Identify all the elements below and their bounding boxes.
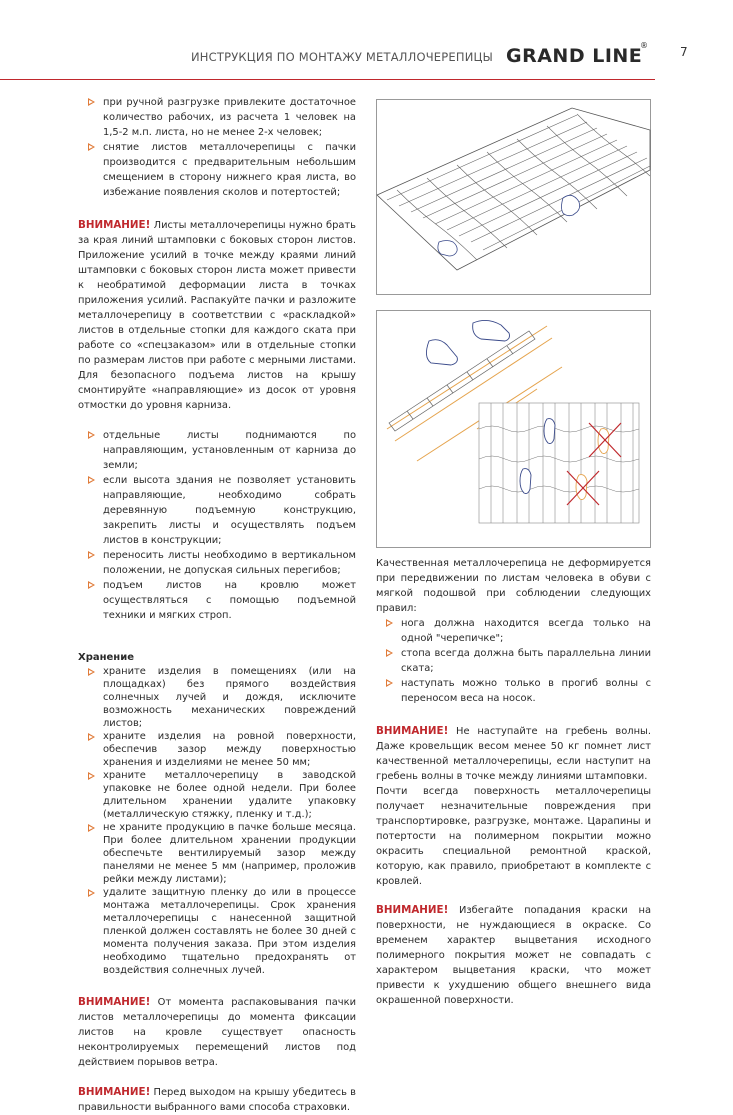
list-item: удалите защитную пленку до или в процессе монтажа металлочерепицы. Срок хранения металлочерепицы с нанесенной защитной пленкой должен составлять не более 30 дней с момента получения заказа. При этом изделия необходимо тщательно предохранять от воздействия солнечных лучей. xyxy=(78,886,356,977)
arrow-bullet-icon xyxy=(88,431,95,439)
list-item: при ручной разгрузке привлеките достаточное количество рабочих, из расчета 1 человек на 1,5-2 м.п. листа, но не менее 2-х человек; xyxy=(78,95,356,140)
list-item: храните изделия в помещениях (или на площадках) без прямого воздействия солнечных лучей и дождя, исключите возможность механических повреждений листов; xyxy=(78,665,356,730)
unloading-list xyxy=(78,95,356,200)
attention-paragraph: ВНИМАНИЕ! От момента распаковывания пачки листов металлочерепицы до момента фиксации листов на кровле существует опасность неконтролируемых перемещений листов под действием порывов ветра. xyxy=(78,996,356,1068)
list-item: нога должна находится всегда только на одной "черепичке"; xyxy=(376,616,651,646)
arrow-bullet-icon xyxy=(88,476,95,484)
logo-text: GRAND LINE xyxy=(506,45,643,67)
arrow-bullet-icon xyxy=(386,649,393,657)
attention-label: ВНИМАНИЕ! xyxy=(376,904,449,916)
storage-heading: Хранение xyxy=(78,652,135,663)
tile-top-view xyxy=(479,403,639,523)
roof-walking-drawing xyxy=(377,311,650,547)
attention-paragraph: ВНИМАНИЕ! Избегайте попадания краски на поверхности, не нуждающиеся в окраске. Со временем характер выцветания исходного полимерного покрытия может не совпадать с характером выцветания краски, что может привести к ухудшению общего внешнего вида окрашенной поверхности. xyxy=(376,904,651,1006)
header-divider xyxy=(0,79,655,80)
arrow-bullet-icon xyxy=(386,619,393,627)
metal-tile-sheet-drawing xyxy=(377,100,650,294)
sheet-carrying-illustration xyxy=(376,99,651,295)
foot-placement-illustration xyxy=(376,310,651,548)
list-item: храните изделия на ровной поверхности, обеспечив зазор между поверхностью хранения и изделиями не менее 50 мм; xyxy=(78,730,356,769)
list-item: отдельные листы поднимаются по направляющим, установленным от карниза до земли; xyxy=(78,428,356,473)
list-item: снятие листов металлочерепицы с пачки производится с предварительным небольшим смещением в сторону нижнего края листа, во избежание появления сколов и потертостей; xyxy=(78,140,356,200)
arrow-bullet-icon xyxy=(88,581,95,589)
arrow-bullet-icon xyxy=(88,143,95,151)
list-item: стопа всегда должна быть параллельна линии ската; xyxy=(376,646,651,676)
walking-rules-list xyxy=(376,616,651,706)
attention-paragraph: ВНИМАНИЕ! Не наступайте на гребень волны. Даже кровельщик весом менее 50 кг помнет лист качественной металлочерепицы, если наступит на гребень волны в точке между линиями штамповки. xyxy=(376,725,651,782)
list-item: наступать можно только в прогиб волны с переносом веса на носок. xyxy=(376,676,651,706)
attention-label: ВНИМАНИЕ! xyxy=(376,725,449,737)
arrow-bullet-icon xyxy=(88,824,95,832)
header-title: ИНСТРУКЦИЯ ПО МОНТАЖУ МЕТАЛЛОЧЕРЕПИЦЫ xyxy=(190,50,493,64)
arrow-bullet-icon xyxy=(88,889,95,897)
hand-drawing xyxy=(438,195,580,256)
grand-line-logo xyxy=(506,41,648,69)
lifting-list xyxy=(78,428,356,623)
list-item: переносить листы необходимо в вертикальном положении, не допуская сильных перегибов; xyxy=(78,548,356,578)
list-item: не храните продукцию в пачке больше месяца. При более длительном хранении продукции обеспечьте вентилируемый зазор между панелями не менее 5 мм (например, проложив рейки между листами); xyxy=(78,821,356,886)
list-item: если высота здания не позволяет установить направляющие, необходимо собрать деревянную подъемную конструкцию, закрепить листы и осуществлять подъем листов в конструкции; xyxy=(78,473,356,548)
right-column xyxy=(376,556,651,1008)
arrow-bullet-icon xyxy=(386,679,393,687)
arrow-bullet-icon xyxy=(88,98,95,106)
attention-label: ВНИМАНИЕ! xyxy=(78,996,151,1008)
page-header xyxy=(0,0,733,90)
attention-label: ВНИМАНИЕ! xyxy=(78,1086,151,1098)
arrow-bullet-icon xyxy=(88,668,95,676)
arrow-bullet-icon xyxy=(88,772,95,780)
attention-label: ВНИМАНИЕ! xyxy=(78,219,151,231)
attention-paragraph: ВНИМАНИЕ! Перед выходом на крышу убедитесь в правильности выбранного вами способа страховки. xyxy=(78,1086,356,1113)
list-item: подъем листов на кровлю может осуществляться с помощью подъемной техники и мягких строп. xyxy=(78,578,356,623)
walking-intro: Качественная металлочерепица не деформируется при передвижении по листам человека в обуви с мягкой подошвой при соблюдении следующих правил: xyxy=(376,558,651,614)
list-item: храните металлочерепицу в заводской упаковке не более одной недели. При более длительном хранении удалите упаковку (металлическую стяжку, пленку и т.д.); xyxy=(78,769,356,821)
storage-list xyxy=(78,665,356,977)
attention-paragraph: ВНИМАНИЕ! Листы металлочерепицы нужно брать за края линий штамповки с боковых сторон листов. Приложение усилий в точке между краями линий штамповки с боковых сторон листа может привести к необратимой деформации листа в точках приложения усилий. Распакуйте пачки и разложите металлочерепицу в соответствии с «раскладкой» листов в отдельные стопки для каждого ската при работе со «спецзаказом» или в отдельные стопки по размерам листов при работе с мерными листами. Для безопасного подъема листов на крышу смонтируйте «направляющие» из досок от уровня отмостки до уровня карниза. xyxy=(78,219,356,411)
arrow-bullet-icon xyxy=(88,733,95,741)
arrow-bullet-icon xyxy=(88,551,95,559)
repair-paint-paragraph: Почти всегда поверхность металлочерепицы получает незначительные повреждения при транспортировке, разгрузке, монтаже. Царапины и потертости на полимерном покрытии можно окрасить специальной ремонтной краской, которую, как правило, приобретают в комплекте с кровлей. xyxy=(376,786,651,887)
logo-registered-mark: ® xyxy=(640,41,648,50)
page-number: 7 xyxy=(680,45,688,59)
left-column xyxy=(78,95,356,1115)
